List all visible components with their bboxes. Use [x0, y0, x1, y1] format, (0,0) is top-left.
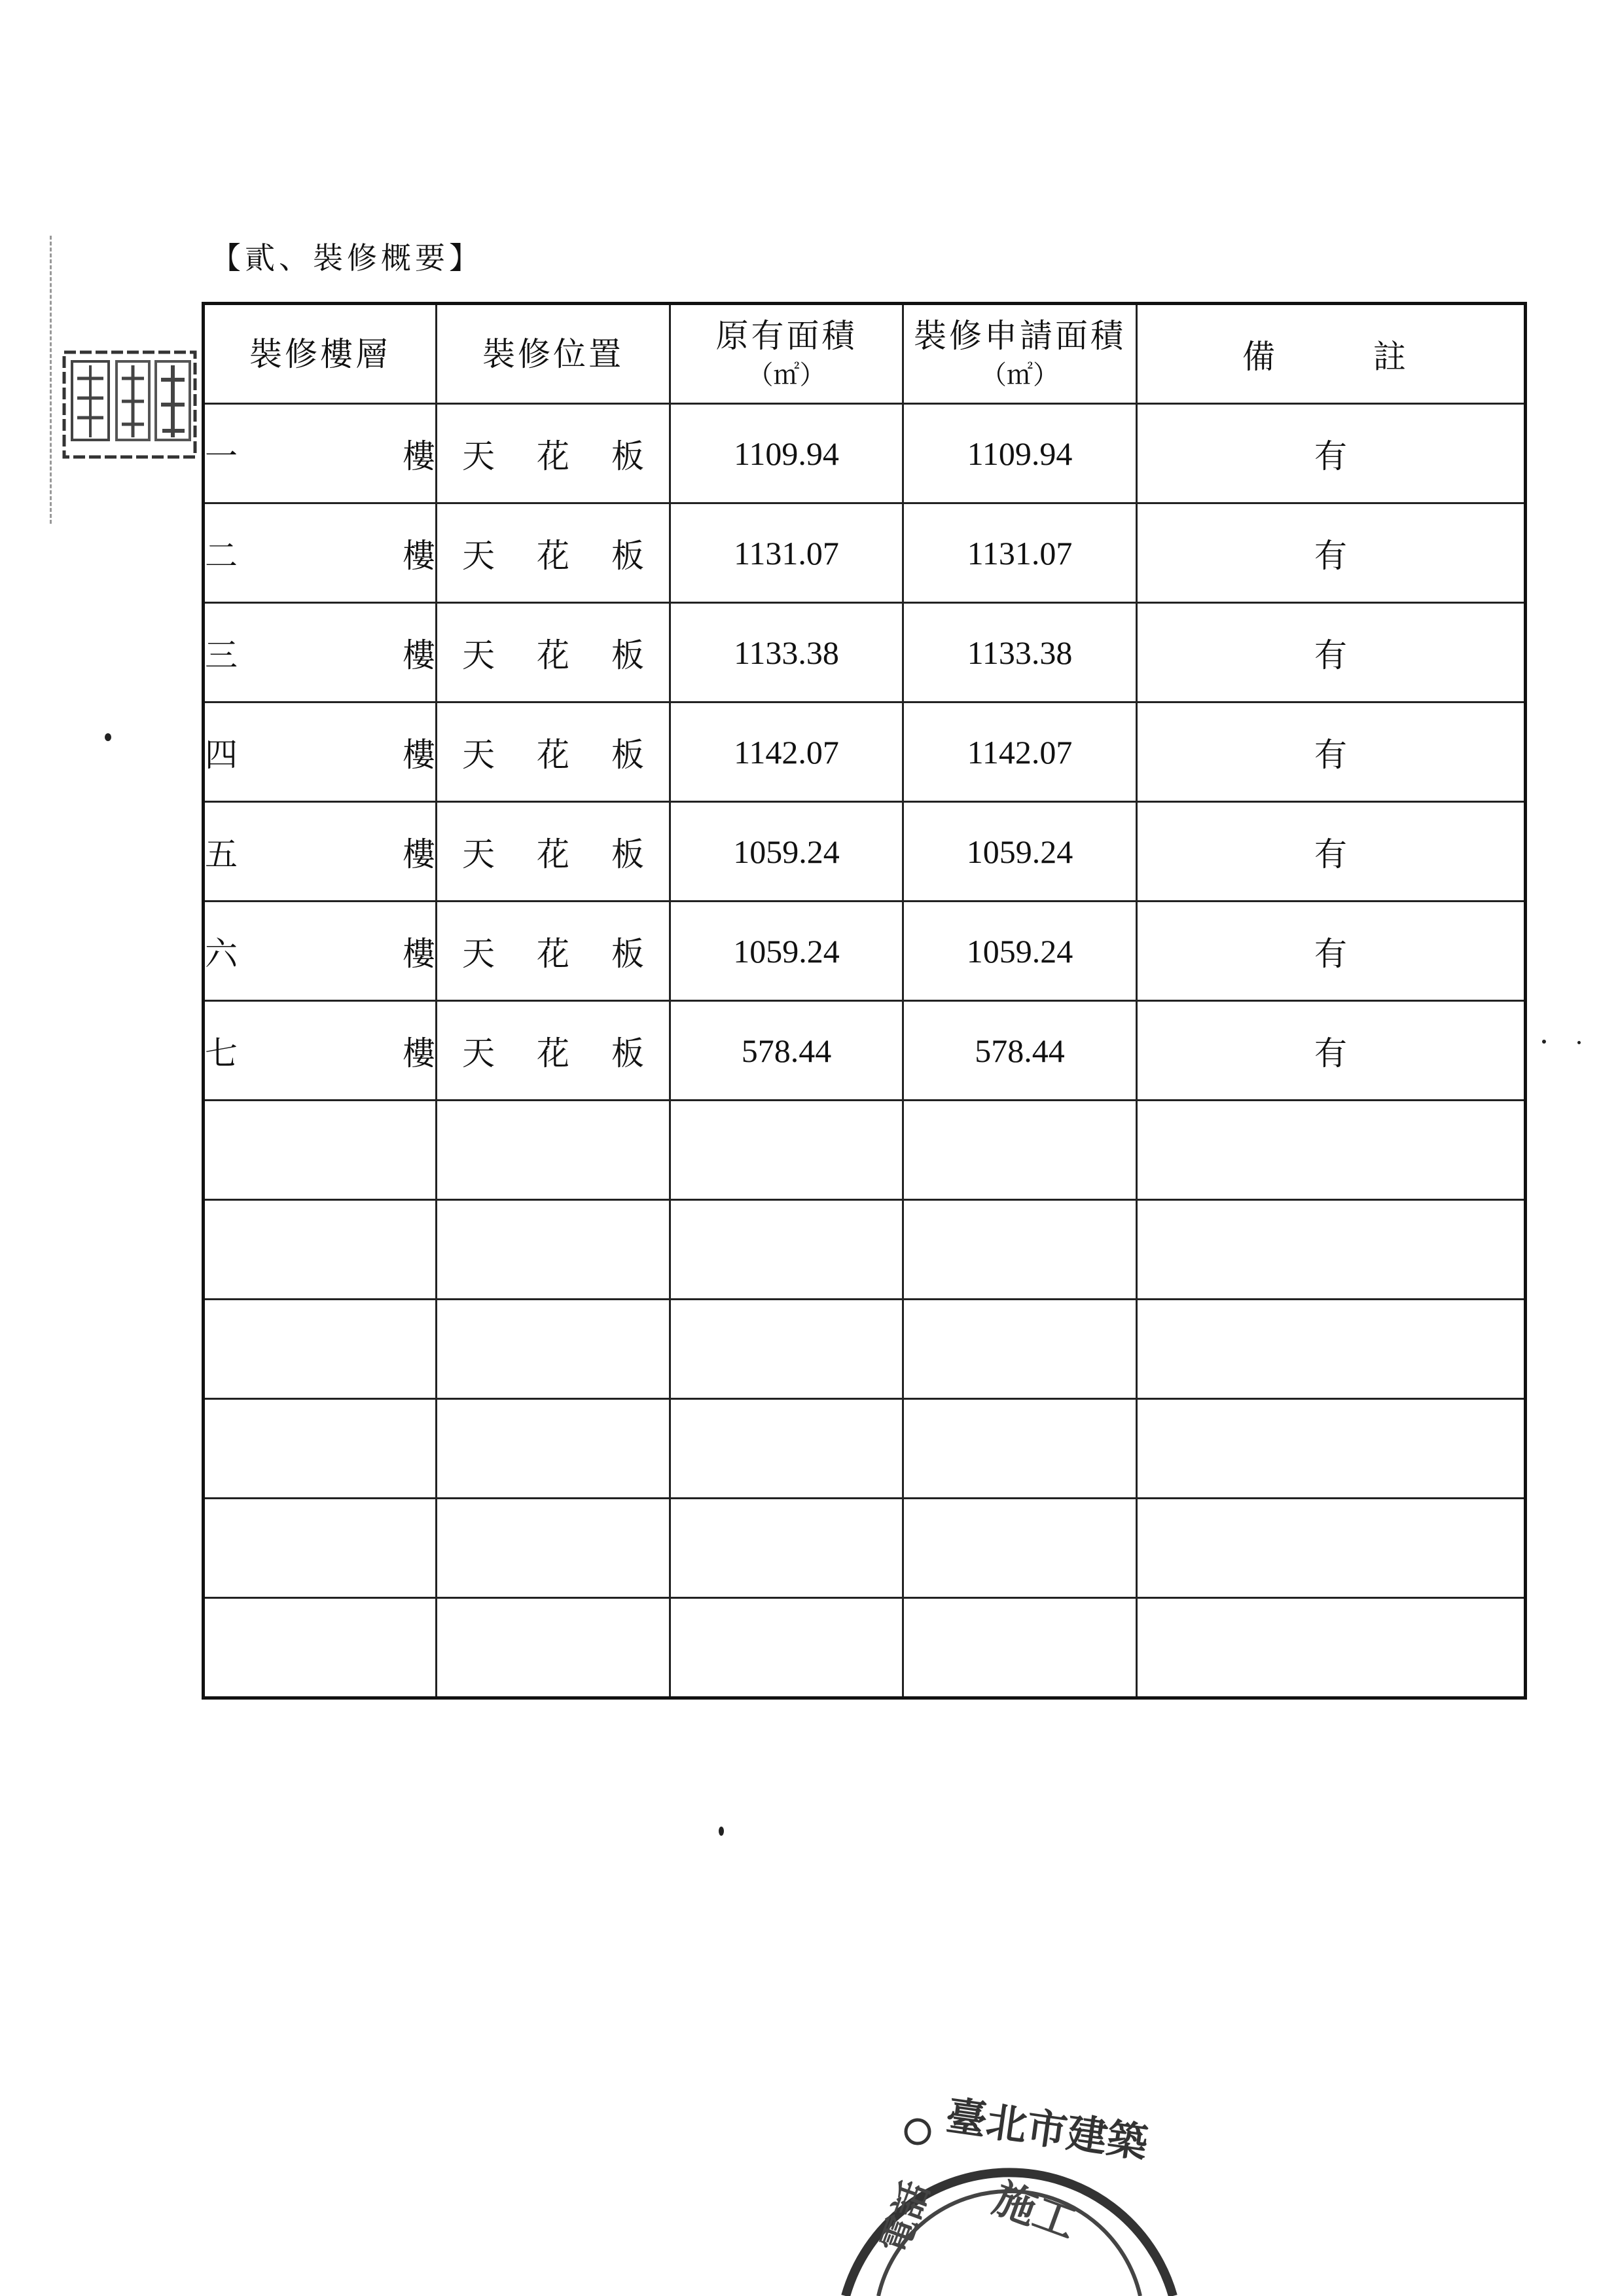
- cell-remark: 有: [1137, 1001, 1526, 1101]
- cell-remark: 有: [1137, 702, 1526, 802]
- official-round-seal: [826, 2047, 1193, 2296]
- unit-sqm: （㎡）: [980, 359, 1059, 390]
- table-row: [204, 503, 1526, 603]
- cell-position: 天 花 板: [437, 1001, 670, 1101]
- scan-speck: [105, 733, 111, 741]
- cell-floor: 三 樓: [204, 603, 437, 702]
- cell-floor: 一 樓: [204, 404, 437, 503]
- table-row: [204, 603, 1526, 702]
- cell-position: 天 花 板: [437, 503, 670, 603]
- cell-applied-area: 1109.94: [903, 404, 1137, 503]
- cell-remark: 有: [1137, 802, 1526, 902]
- cell-floor: 五 樓: [204, 802, 437, 902]
- empty-row: [204, 1101, 1526, 1200]
- renovation-summary-table: [202, 302, 1527, 1700]
- cell-position: 天 花 板: [437, 802, 670, 902]
- seal-text: 臺北市建築: [943, 2091, 1151, 2168]
- svg-text:施工: 施工: [987, 2174, 1083, 2249]
- cell-applied-area: 1142.07: [903, 702, 1137, 802]
- cell-applied-area: 1059.24: [903, 902, 1137, 1001]
- cell-floor: 四 樓: [204, 702, 437, 802]
- cell-applied-area: 1059.24: [903, 802, 1137, 902]
- cell-floor: 二 樓: [204, 503, 437, 603]
- table-row: [204, 702, 1526, 802]
- empty-row: [204, 1399, 1526, 1499]
- cell-original-area: 1059.24: [670, 802, 903, 902]
- header-applied-area: 裝修申請面積 （㎡）: [903, 304, 1137, 404]
- scan-speck: [719, 1827, 724, 1836]
- cell-original-area: 1109.94: [670, 404, 903, 503]
- table-header-row: [204, 304, 1526, 404]
- section-title: 【貳、裝修概要】: [211, 240, 483, 276]
- cell-remark: 有: [1137, 603, 1526, 702]
- cell-original-area: 1059.24: [670, 902, 903, 1001]
- header-position: 裝修位置: [437, 304, 670, 404]
- empty-row: [204, 1300, 1526, 1399]
- cell-position: 天 花 板: [437, 702, 670, 802]
- table-row: [204, 902, 1526, 1001]
- cell-original-area: 1131.07: [670, 503, 903, 603]
- header-original-area: 原有面積 （㎡）: [670, 304, 903, 404]
- empty-row: [204, 1499, 1526, 1598]
- cell-position: 天 花 板: [437, 603, 670, 702]
- cell-position: 天 花 板: [437, 404, 670, 503]
- empty-row: [204, 1598, 1526, 1698]
- cell-applied-area: 1133.38: [903, 603, 1137, 702]
- empty-row: [204, 1200, 1526, 1300]
- cell-original-area: 1142.07: [670, 702, 903, 802]
- cell-original-area: 1133.38: [670, 603, 903, 702]
- cell-position: 天 花 板: [437, 902, 670, 1001]
- svg-text:電話: 電話: [872, 2175, 939, 2259]
- table-row: [204, 802, 1526, 902]
- header-floor: 裝修樓層: [204, 304, 437, 404]
- header-remark: 備 註: [1137, 304, 1526, 404]
- left-seal-stamp: [51, 339, 208, 464]
- cell-floor: 七 樓: [204, 1001, 437, 1101]
- cell-remark: 有: [1137, 503, 1526, 603]
- cell-applied-area: 1131.07: [903, 503, 1137, 603]
- table-row: [204, 1001, 1526, 1101]
- cell-applied-area: 578.44: [903, 1001, 1137, 1101]
- table-row: [204, 404, 1526, 503]
- cell-floor: 六 樓: [204, 902, 437, 1001]
- scan-speck: [1542, 1040, 1546, 1044]
- cell-remark: 有: [1137, 902, 1526, 1001]
- cell-remark: 有: [1137, 404, 1526, 503]
- unit-sqm: （㎡）: [747, 359, 826, 390]
- cell-original-area: 578.44: [670, 1001, 903, 1101]
- scan-speck: [1577, 1041, 1581, 1044]
